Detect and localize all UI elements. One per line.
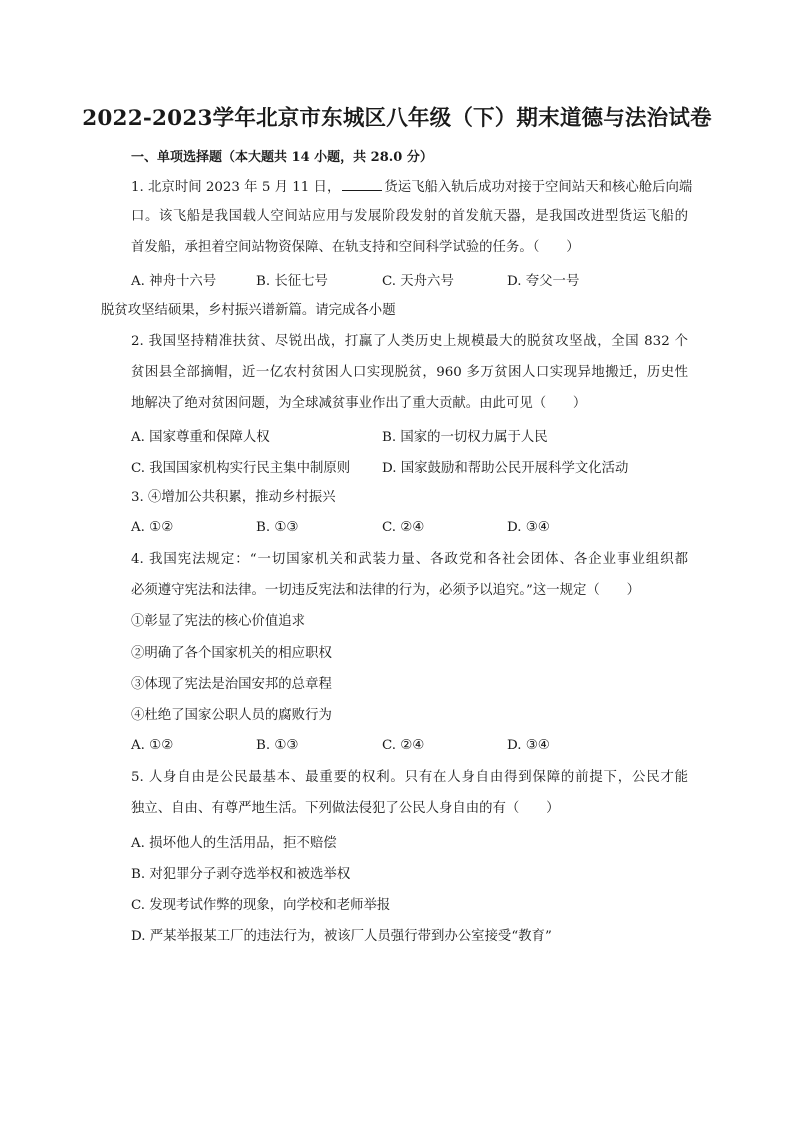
question-5-option-b: B. 对犯罪分子剥夺选举权和被选举权: [131, 867, 351, 882]
section-heading: 一、单项选择题（本大题共 14 小题，共 28.0 分）: [131, 150, 433, 165]
question-1-option-b: B. 长征七号: [256, 274, 328, 289]
group-intro: 脱贫攻坚结硕果，乡村振兴谱新篇。请完成各小题: [101, 303, 396, 318]
question-2-option-a: A. 国家尊重和保障人权: [131, 430, 270, 445]
question-3-option-b: B. ①③: [256, 520, 299, 535]
question-5-option-d: D. 严某举报某工厂的违法行为，被该厂人员强行带到办公室接受“教育”: [131, 929, 552, 944]
question-3-option-c: C. ②④: [382, 520, 425, 535]
question-2-option-b: B. 国家的一切权力属于人民: [382, 430, 548, 445]
question-5-line-2: 独立、自由、有尊严地生活。下列做法侵犯了公民人身自由的有（ ）: [131, 801, 560, 816]
question-5-option-c: C. 发现考试作弊的现象，向学校和老师举报: [131, 898, 391, 913]
question-2-line-1: 2. 我国坚持精准扶贫、尽锐出战，打赢了人类历史上规模最大的脱贫攻坚战，全国 832 个: [131, 334, 688, 349]
question-4-option-d: D. ③④: [507, 738, 550, 753]
question-2-option-d: D. 国家鼓励和帮助公民开展科学文化活动: [382, 461, 629, 476]
question-1-text-a: 1. 北京时间 2023 年 5 月 11 日，: [131, 180, 341, 195]
question-1-text-b: 货运飞船入轨后成功对接于空间站天和核心舱后向端: [384, 180, 693, 195]
question-1-line-2: 口。该飞船是我国载人空间站应用与发展阶段发射的首发航天器，是我国改进型货运飞船的: [131, 209, 688, 224]
question-4-line-2: 必须遵守宪法和法律。一切违反宪法和法律的行为，必须予以追究。”这一规定（ ）: [131, 583, 640, 598]
question-3-line-1: 3. ④增加公共积累，推动乡村振兴: [131, 490, 336, 505]
question-4-line-1: 4. 我国宪法规定：“一切国家机关和武装力量、各政党和各社会团体、各企业事业组织都: [131, 552, 688, 567]
question-2-option-c: C. 我国国家机构实行民主集中制原则: [131, 461, 351, 476]
question-4-item-3: ③体现了宪法是治国安邦的总章程: [131, 677, 332, 692]
question-1-option-d: D. 夸父一号: [507, 274, 580, 289]
question-4-option-c: C. ②④: [382, 738, 425, 753]
answer-blank: [342, 177, 382, 191]
question-4-option-a: A. ①②: [131, 738, 174, 753]
question-2-line-3: 地解决了绝对贫困问题，为全球减贫事业作出了重大贡献。由此可见（ ）: [131, 396, 587, 411]
question-4-item-2: ②明确了各个国家机关的相应职权: [131, 646, 332, 661]
exam-title: 2022-2023学年北京市东城区八年级（下）期末道德与法治试卷: [82, 106, 712, 131]
question-1-line-3: 首发船，承担着空间站物资保障、在轨支持和空间科学试验的任务。（ ）: [131, 240, 580, 255]
question-4-item-1: ①彰显了宪法的核心价值追求: [131, 614, 306, 629]
question-3-option-d: D. ③④: [507, 520, 550, 535]
question-1-option-c: C. 天舟六号: [382, 274, 454, 289]
question-1-option-a: A. 神舟十六号: [131, 274, 217, 289]
question-5-option-a: A. 损坏他人的生活用品，拒不赔偿: [131, 836, 337, 851]
question-3-option-a: A. ①②: [131, 520, 174, 535]
question-1-line-1: [131, 177, 692, 197]
question-4-option-b: B. ①③: [256, 738, 299, 753]
question-4-item-4: ④杜绝了国家公职人员的腐败行为: [131, 708, 332, 723]
question-2-line-2: 贫困县全部摘帽，近一亿农村贫困人口实现脱贫，960 多万贫困人口实现异地搬迁，历史性: [131, 365, 688, 380]
question-5-line-1: 5. 人身自由是公民最基本、最重要的权利。只有在人身自由得到保障的前提下，公民才能: [131, 770, 688, 785]
